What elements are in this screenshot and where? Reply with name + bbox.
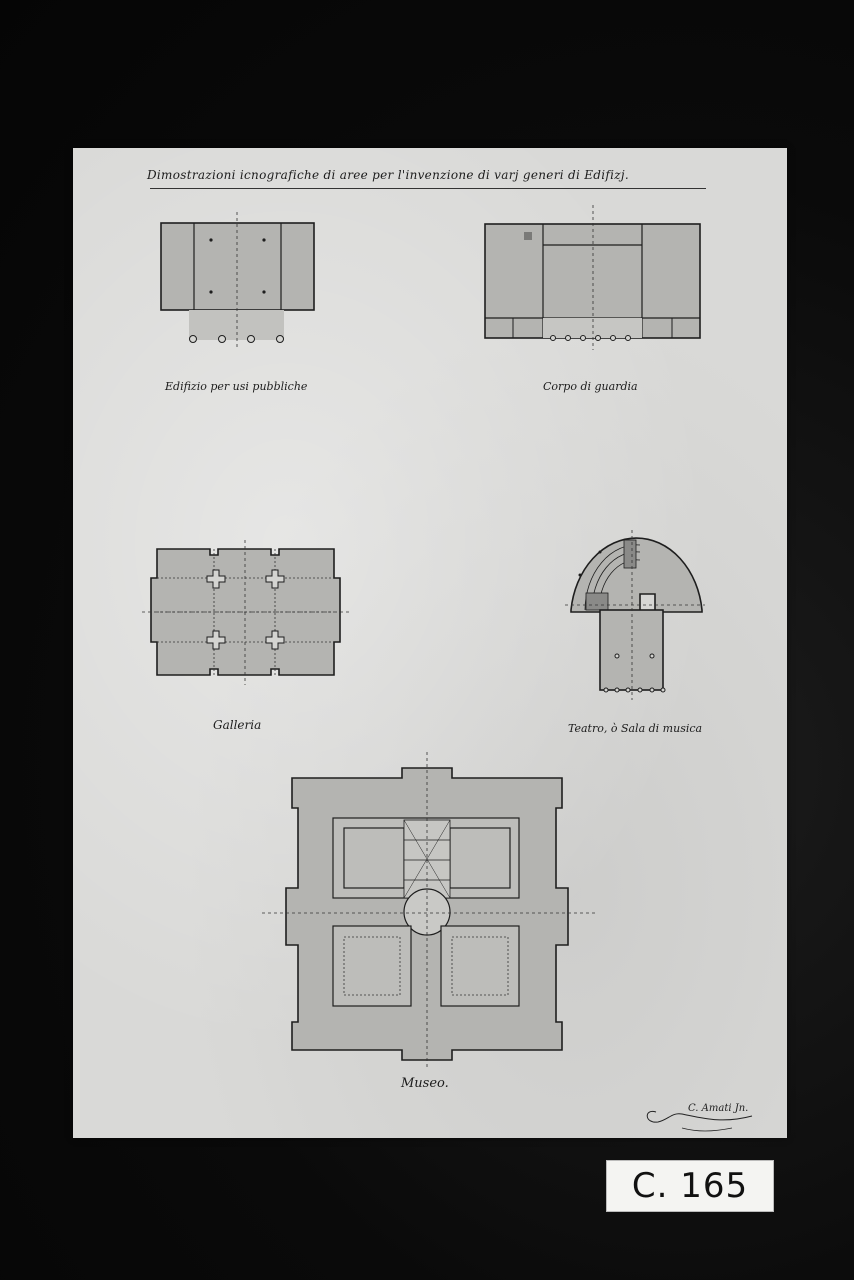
archive-label <box>606 1160 774 1212</box>
plan-edifizio <box>161 212 314 348</box>
caption-galleria: Galleria <box>213 718 262 732</box>
plan-corpo-di-guardia <box>485 205 700 350</box>
plan-galleria <box>142 540 350 685</box>
caption-corpo-di-guardia: Corpo di guardia <box>543 380 638 393</box>
caption-teatro: Teatro, ò Sala di musica <box>568 722 703 735</box>
signature: C. Amati Jn. <box>688 1103 749 1114</box>
caption-edifizio: Edifizio per usi pubbliche <box>165 380 308 393</box>
plan-museo <box>262 752 596 1070</box>
plan-teatro <box>565 530 705 700</box>
sheet-title: Dimostrazioni icnografiche di aree per l'invenzione di varj generi di Edifizj. <box>147 168 630 182</box>
caption-museo: Museo. <box>401 1076 449 1091</box>
archive-label-text: C. 165 <box>631 1166 749 1206</box>
